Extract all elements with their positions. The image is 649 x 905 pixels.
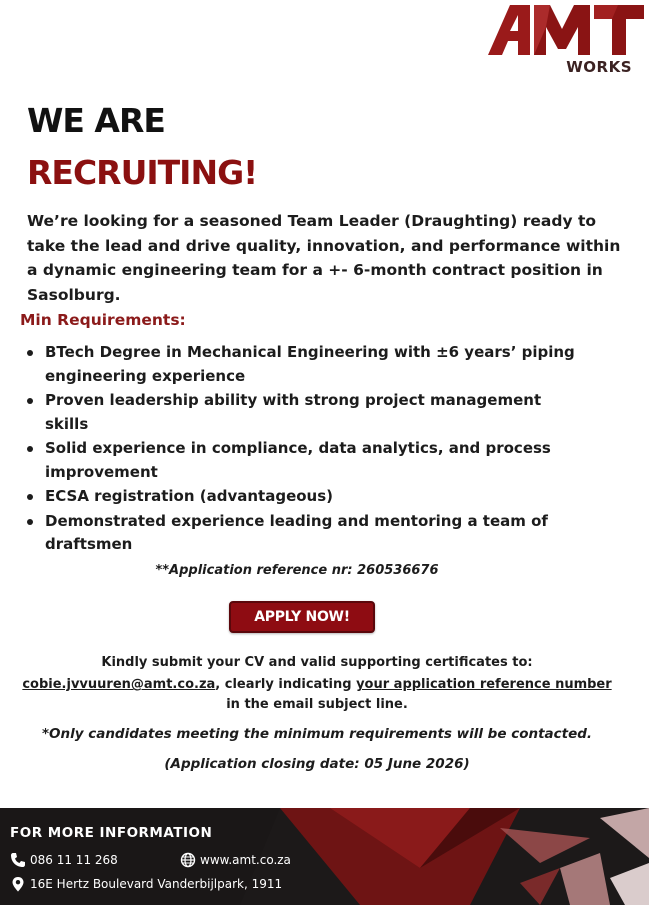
application-reference: **Application reference nr: 260536676 <box>155 563 439 578</box>
footer-website <box>180 852 291 868</box>
requirement-item: BTech Degree in Mechanical Engineering with ±6 years’ piping engineering experience <box>25 341 585 388</box>
phone-number[interactable]: 086 11 11 268 <box>30 853 118 867</box>
email-link[interactable]: cobie.jvvuuren@amt.co.za <box>22 677 216 692</box>
phone-icon <box>10 852 26 868</box>
footer-address <box>10 876 282 892</box>
requirements-list <box>25 341 585 558</box>
requirement-item: ECSA registration (advantageous) <box>25 485 585 509</box>
location-pin-icon <box>10 876 26 892</box>
requirement-item: Solid experience in compliance, data analytics, and process improvement <box>25 437 585 484</box>
logo-works-text: WORKS <box>566 58 632 76</box>
footer <box>0 808 649 905</box>
submit-email-line <box>0 677 634 692</box>
candidates-notice: *Only candidates meeting the minimum requirements will be contacted. <box>41 726 593 742</box>
intro-paragraph: We’re looking for a seasoned Team Leader (Draughting) ready to take the lead and drive quality, innovation, and performance within a dynamic engineering team for a +- 6-month contract position in Sasolburg. <box>27 212 621 304</box>
amt-logo-mark <box>488 5 644 57</box>
footer-title: FOR MORE INFORMATION <box>10 825 213 841</box>
submit-instructions: Kindly submit your CV and valid supporting certificates to: <box>101 655 533 670</box>
headline-we-are: WE ARE <box>27 101 165 140</box>
requirement-item: Proven leadership ability with strong project management skills <box>25 389 585 436</box>
submit-subject-line: in the email subject line. <box>226 697 408 712</box>
apply-now-button[interactable]: APPLY NOW! <box>229 601 375 633</box>
globe-icon <box>180 852 196 868</box>
closing-date: (Application closing date: 05 June 2026) <box>164 756 470 772</box>
headline-recruiting: RECRUITING! <box>27 153 258 192</box>
website-link[interactable]: www.amt.co.za <box>200 853 291 867</box>
footer-phone <box>10 852 118 868</box>
reference-phrase: your application reference number <box>356 677 612 692</box>
address-text: 16E Hertz Boulevard Vanderbijlpark, 1911 <box>30 877 283 891</box>
requirements-heading: Min Requirements: <box>20 311 186 329</box>
amt-works-logo <box>488 5 644 77</box>
submit-mid-text: , clearly indicating <box>215 677 357 692</box>
requirement-item: Demonstrated experience leading and mentoring a team of draftsmen <box>25 510 585 557</box>
